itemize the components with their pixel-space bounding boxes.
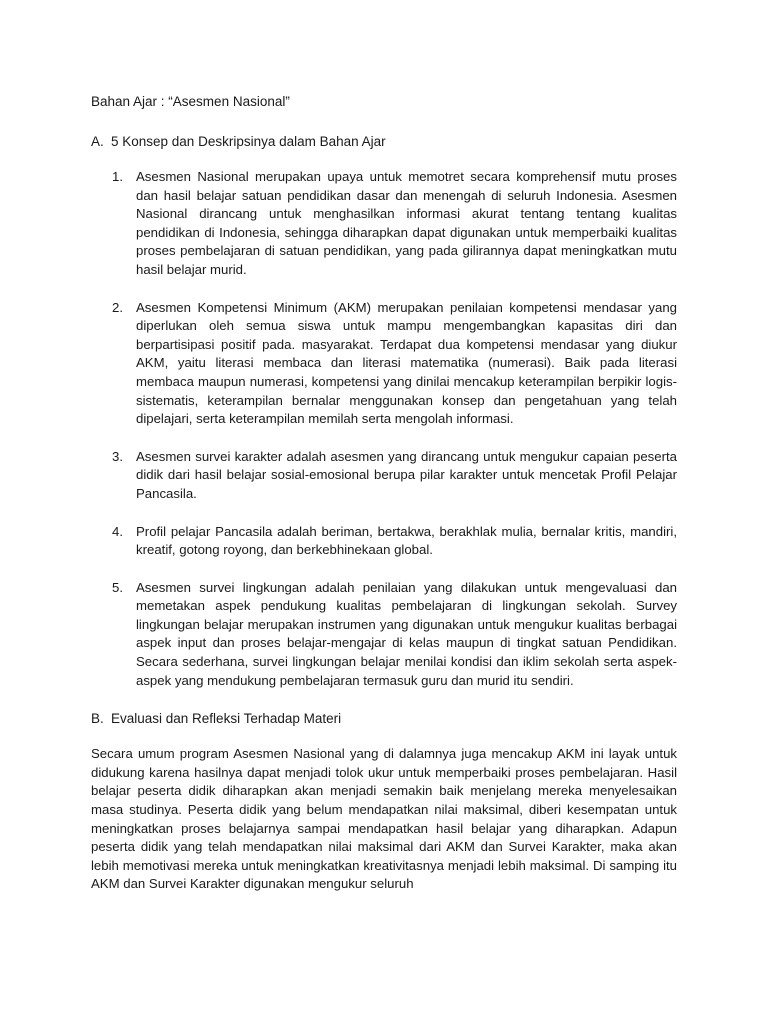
list-item [91, 579, 677, 691]
list-item [91, 523, 677, 560]
document-title: Bahan Ajar : “Asesmen Nasional” [91, 94, 290, 109]
list-item-number: 5. [112, 579, 123, 595]
list-item-text: Asesmen Kompetensi Minimum (AKM) merupakan penilaian kompetensi mendasar yang diperlukan oleh semua siswa untuk mampu mengembangkan kapasitas diri dan berpartisipasi positif pada. masyarakat. Terdapat dua kompetensi mendasar yang diukur AKM, yaitu literasi membaca dan literasi matematika (numerasi). Baik pada literasi membaca maupun numerasi, kompetensi yang dinilai mencakup keterampilan berpikir logis-sistematis, keterampilan bernalar menggunakan konsep dan pengetahuan yang telah dipelajari, serta keterampilan memilah serta mengolah informasi. [136, 299, 677, 427]
section-b-title: Evaluasi dan Refleksi Terhadap Materi [111, 711, 342, 727]
list-item-number: 2. [112, 299, 123, 315]
list-item [91, 168, 677, 280]
list-item-number: 1. [112, 169, 123, 184]
list-item [91, 299, 677, 429]
section-b-paragraph: Secara umum program Asesmen Nasional yang di dalamnya juga mencakup AKM ini layak untuk didukung karena hasilnya dapat menjadi tolok ukur untuk memperbaiki proses pembelajaran. Hasil belajar peserta didik diharapkan akan menjadi semakin baik menjelang mereka menyelesaikan masa studinya. Peserta didik yang belum mendapatkan nilai maksimal, diberi kesempatan untuk meningkatkan proses belajarnya sampai mendapatkan hasil belajar yang diharapkan. Adapun peserta didik yang telah mendapatkan nilai maksimal dari AKM dan Survei Karakter, maka akan lebih memotivasi mereka untuk meningkatkan kreativitasnya menjadi lebih maksimal. Di samping itu AKM dan Survei Karakter digunakan mengukur seluruh [91, 746, 677, 892]
list-item [91, 448, 677, 504]
section-a-heading [91, 132, 677, 151]
section-b-letter: B. [91, 711, 104, 727]
list-item-text: Profil pelajar Pancasila adalah beriman, bertakwa, berakhlak mulia, bernalar kritis, mandiri, kreatif, gotong royong, dan berkebhinekaan global. [136, 523, 677, 558]
list-item-text: Asesmen survei lingkungan adalah penilaian yang dilakukan untuk mengevaluasi dan memetakan aspek pendukung kualitas pembelajaran di lingkungan sekolah. Survey lingkungan belajar merupakan instrumen yang digunakan untuk mengukur kualitas berbagai aspek input dan proses belajar-mengajar di kelas maupun di tingkat satuan Pendidikan. Secara sederhana, survei lingkungan belajar menilai kondisi dan iklim sekolah serta aspek-aspek yang mendukung pembelajaran termasuk guru dan murid itu sendiri. [136, 579, 677, 688]
section-b-heading [91, 709, 677, 728]
list-item-text: Asesmen Nasional merupakan upaya untuk memotret secara komprehensif mutu proses dan hasil belajar satuan pendidikan dasar dan menengah di seluruh Indonesia. Asesmen Nasional dirancang untuk menghasilkan informasi akurat tentang tentang kualitas pendidikan di Indonesia, sehingga diharapkan dapat digunakan untuk memperbaiki kualitas proses pembelajaran di satuan pendidikan, yang pada gilirannya dapat meningkatkan mutu hasil belajar murid. [136, 169, 677, 277]
concept-list [91, 168, 677, 690]
section-a-letter: A. [91, 134, 104, 149]
list-item-number: 4. [112, 523, 123, 539]
section-a-title: 5 Konsep dan Deskripsinya dalam Bahan Ajar [111, 134, 386, 149]
list-item-number: 3. [112, 448, 123, 464]
list-item-text: Asesmen survei karakter adalah asesmen yang dirancang untuk mengukur capaian peserta didik dari hasil belajar sosial-emosional berupa pilar karakter untuk mencetak Profil Pelajar Pancasila. [136, 448, 677, 501]
